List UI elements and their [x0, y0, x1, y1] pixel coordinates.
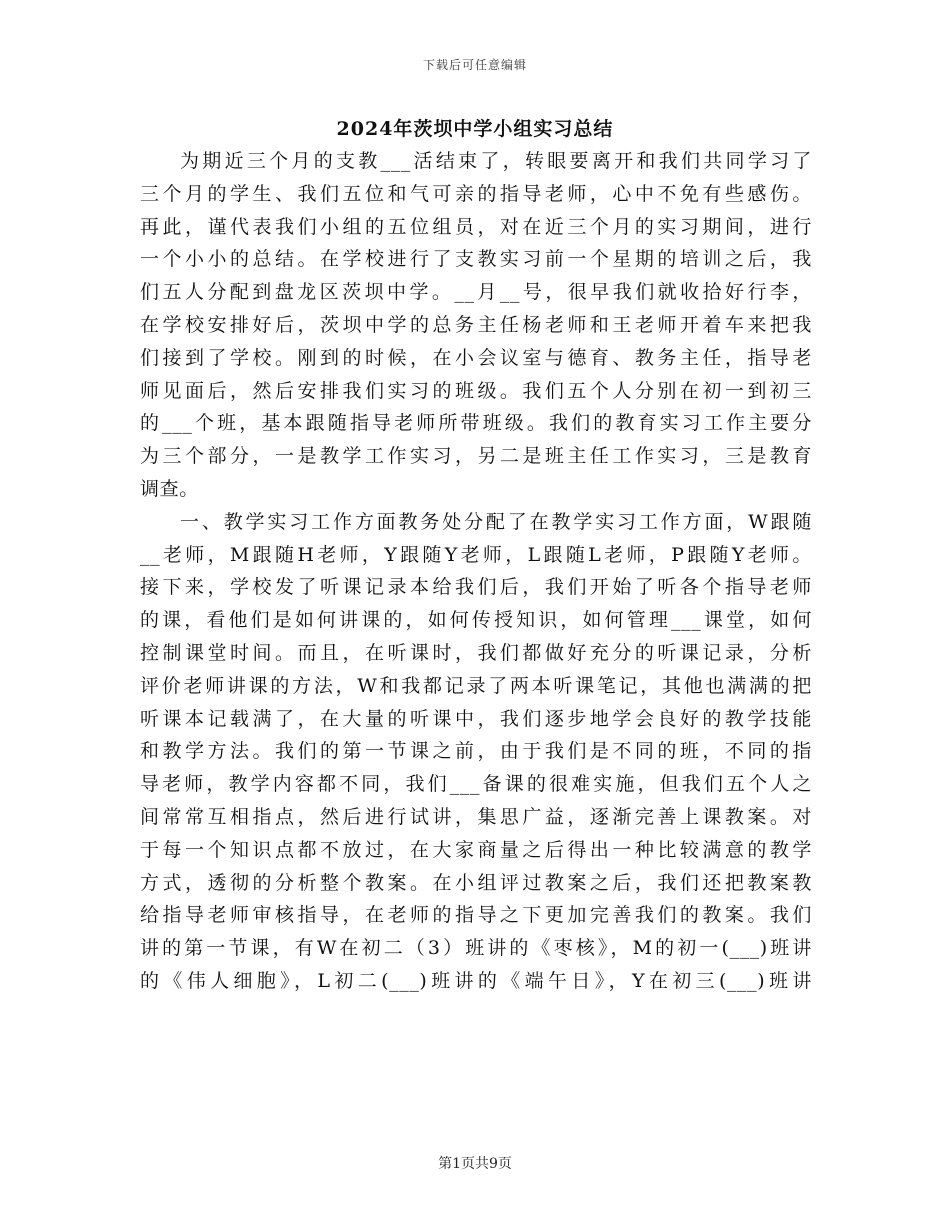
paragraph-1-line-11: 调查。: [140, 477, 199, 500]
paragraph-1-line-10: 为三个部分，一是教学工作实习，另二是班主任工作实习，三是教育: [140, 445, 812, 468]
paragraph-2-line-15: 的《伟人细胞》，L初二(___)班讲的《端午日》，Y在初三(___)班讲: [140, 969, 812, 992]
paragraph-1-line-8: 师见面后，然后安排我们实习的班级。我们五个人分别在初一到初三: [140, 379, 812, 402]
paragraph-2-line-8: 和教学方法。我们的第一节课之前，由于我们是不同的班，不同的指: [140, 740, 812, 763]
page-header: 下载后可任意编辑: [422, 58, 527, 72]
document-body: [140, 145, 812, 998]
paragraph-1-line-2: 三个月的学生、我们五位和气可亲的指导老师，心中不免有些感伤。: [140, 182, 812, 205]
paragraph-1-line-4: 一个小小的总结。在学校进行了支教实习前一个星期的培训之后，我: [140, 248, 812, 271]
paragraph-1-line-6: 在学校安排好后，茨坝中学的总务主任杨老师和王老师开着车来把我: [140, 313, 812, 336]
paragraph-1-line-1: 为期近三个月的支教___活结束了，转眼要离开和我们共同学习了: [180, 150, 812, 172]
paragraph-2-line-10: 间常常互相指点，然后进行试讲，集思广益，逐渐完善上课教案。对: [140, 805, 812, 828]
paragraph-2-line-14: 讲的第一节课，有W在初二（3）班讲的《枣核》，M的初一(___)班讲: [140, 937, 812, 960]
paragraph-2-line-11: 于每一个知识点都不放过，在大家商量之后得出一种比较满意的教学: [140, 838, 812, 861]
paragraph-2-line-13: 给指导老师审核指导，在老师的指导之下更加完善我们的教案。我们: [140, 904, 812, 927]
paragraph-2-line-9: 导老师，教学内容都不同，我们___备课的很难实施，但我们五个人之: [140, 773, 812, 796]
paragraph-2-line-5: 控制课堂时间。而且，在听课时，我们都做好充分的听课记录，分析: [140, 641, 812, 664]
paragraph-2-line-12: 方式，透彻的分析整个教案。在小组评过教案之后，我们还把教案教: [140, 871, 812, 894]
paragraph-1-line-9: 的___个班，基本跟随指导老师所带班级。我们的教育实习工作主要分: [140, 412, 812, 435]
paragraph-1-line-7: 们接到了学校。刚到的时候，在小会议室与德育、教务主任，指导老: [140, 346, 812, 369]
paragraph-1-line-3: 再此，谨代表我们小组的五位组员，对在近三个月的实习期间，进行: [140, 215, 812, 238]
paragraph-2-line-7: 听课本记载满了，在大量的听课中，我们逐步地学会良好的教学技能: [140, 707, 812, 730]
page-footer: 第1页共9页: [438, 1156, 512, 1172]
paragraph-2-line-6: 评价老师讲课的方法，W和我都记录了两本听课笔记，其他也满满的把: [140, 674, 812, 697]
paragraph-2-line-3: 接下来，学校发了听课记录本给我们后，我们开始了听各个指导老师: [140, 576, 812, 599]
document-title: 2024年茨坝中学小组实习总结: [336, 118, 614, 140]
paragraph-1-line-5: 们五人分配到盘龙区茨坝中学。__月__号，很早我们就收拾好行李，: [140, 281, 812, 304]
paragraph-2-line-1: 一、教学实习工作方面教务处分配了在教学实习工作方面，W跟随: [180, 510, 812, 533]
paragraph-2-line-2: __老师，M跟随H老师，Y跟随Y老师，L跟随L老师，P跟随Y老师。: [140, 543, 812, 566]
paragraph-2-line-4: 的课，看他们是如何讲课的，如何传授知识，如何管理___课堂，如何: [140, 609, 812, 632]
